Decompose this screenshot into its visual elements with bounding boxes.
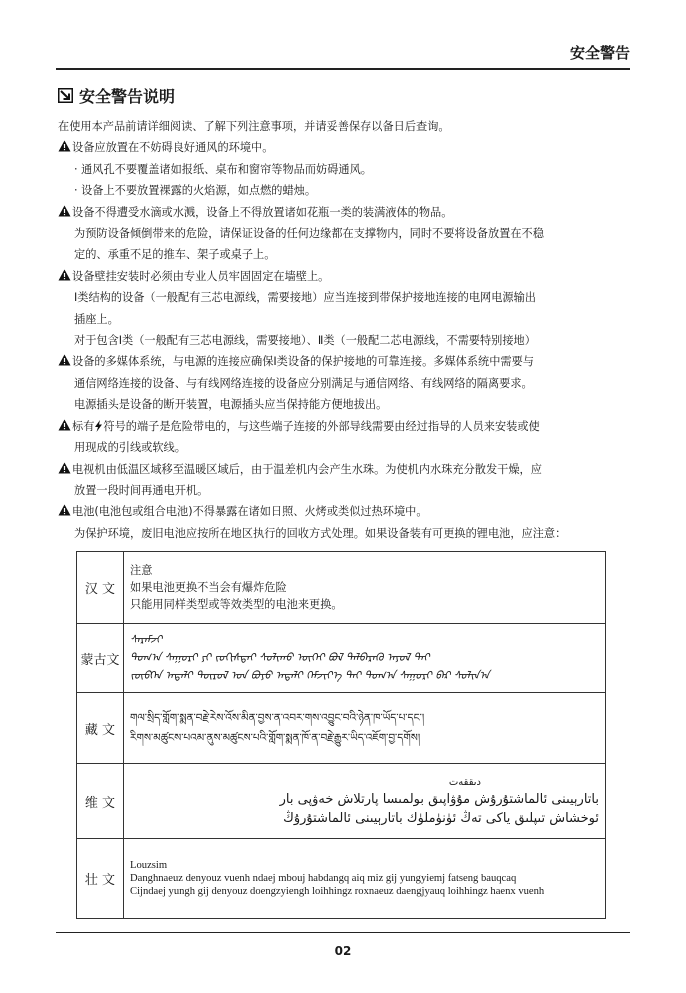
section-title-text: 安全警告说明 [79,87,176,106]
intro-text: 在使用本产品前请详细阅读、了解下列注意事项，并请妥善保存以备日后查询。 [58,120,450,133]
warning-terminals-text: 符号的端子是危险带电的，与这些端子连接的外部导线需要由经过指导的人员来安装或使 [103,419,540,433]
chinese-line-1: 注意 [130,564,153,577]
warning-terminals-pre: 标有 [72,419,95,433]
uyghur-line-2: باتارېيىنى ئالماشتۇرۇش مۇۋاپىق بولمىسا پارتلاش خەۋپى بار [279,791,599,807]
warning-condensation-text: 电视机由低温区域移至温暖区域后，由于温差机内会产生水珠。为使机内水珠充分散发干燥，应 [72,462,542,476]
warning-triangle-icon [58,504,71,516]
battery-recycle-text: 为保护环境，废旧电池应按所在地区执行的回收方式处理。如果设备装有可更换的锂电池，应注意： [74,526,567,540]
terminal-wiring-text: 用现成的引线或软线。 [74,441,186,455]
footer-rule [56,932,630,933]
table-row-tibetan [77,693,606,764]
zhuang-line-3: Cijndaej yungh gij denyouz doengzyiengh loihhingz roxnaeuz daengjyauq loihhingz haenx vuenh [130,886,545,897]
mongolian-line-2: ᠲᠣᠭ᠎ᠠ ᠰᠠᠭᠤᠷᠢ ᠶᠢ ᠵᠣᠬᠢᠰᠲᠠᠢ ᠰᠣᠯᠢᠬᠤ ᠦᠭᠡᠢ ᠪᠣᠯ ᠳᠡᠯᠪᠡᠷᠡᠬᠦ ᠠᠶᠤᠯ ᠲᠠᠢ [130,651,430,664]
mongolian-line-3: ᠵᠥᠪᠬᠡᠨ ᠠᠳᠠᠯᠢ ᠲᠥᠷᠥᠯ ᠤᠨ ᠪᠤᠶᠤ ᠠᠳᠠᠯᠢ ᠬᠡᠮᠵᠢᠶ᠎ᠡ ᠲᠡᠢ ᠲᠣᠭ᠎ᠠ ᠰᠠᠭᠤᠷᠢ ᠪᠠᠷ ᠰᠣᠯᠢᠨ᠎ᠠ [130,669,490,682]
class-two-text: 对于包含Ⅰ类（一般配有三芯电源线，需要接地）、Ⅱ类（一般配二芯电源线，不需要特别接地） [74,334,536,348]
network-isolation-text: 通信网络连接的设备、与有线网络连接的设备应分别满足与通信网络、有线网络的隔离要求。 [74,376,533,390]
warning-battery [58,501,630,522]
tibetan-line-2: རིགས་མཚུངས་པའམ་ནུས་མཚུངས་པའི་གློག་སྨན་ཁོ་ན་བརྗེ་རྒྱུར་ཡིད་འཇོག་བྱ་དགོས། [130,732,421,744]
class-one-text-2: 插座上。 [74,312,119,326]
bullet-vents: · 通风孔不要覆盖诸如报纸、桌布和窗帘等物品而妨碍通风。 [74,162,372,176]
safety-content [58,116,630,544]
table-row-uyghur [77,764,606,839]
warning-condensation [58,459,630,480]
plug-text: 电源插头是设备的断开装置，电源插头应当保持能方便地拔出。 [74,398,388,412]
bullet-flames: · 设备上不要放置裸露的火焰源，如点燃的蜡烛。 [74,184,317,198]
language-label: 藏 文 [77,693,124,764]
warning-liquids [58,202,630,223]
language-label: 汉 文 [77,552,124,624]
class-one-text-1: Ⅰ类结构的设备（一般配有三芯电源线，需要接地）应当连接到带保护接地连接的电网电源输出 [74,291,536,305]
warning-triangle-icon [58,419,71,431]
table-row-zhuang [77,839,606,919]
warning-triangle-icon [58,462,71,474]
page-number: 02 [334,944,352,958]
battery-warning-table [76,551,606,919]
page-header-title: 安全警告 [569,44,630,62]
header-rule [56,68,630,70]
chinese-line-3: 只能用同样类型或等效类型的电池来更换。 [130,598,343,611]
tipping-text-2: 定的、承重不足的推车、架子或桌子上。 [74,248,276,262]
table-row-mongolian [77,624,606,693]
warning-battery-text: 电池(电池包或组合电池)不得暴露在诸如日照、火烤或类似过热环境中。 [72,505,428,519]
warning-ventilation [58,137,630,158]
chinese-line-2: 如果电池更换不当会有爆炸危险 [130,581,287,594]
warning-triangle-icon [58,205,71,217]
warning-wall-mount [58,266,630,287]
uyghur-line-3: ئوخشاش تىپلىق ياكى تەڭ ئۈنۈملۈك باتارېيىنى ئالماشتۇرۇڭ [283,810,599,826]
note-icon [58,88,73,103]
warning-triangle-icon [58,269,71,281]
warning-triangle-icon [58,354,71,366]
language-label: 壮 文 [77,839,124,919]
warning-terminals [58,416,630,437]
warning-cell [124,839,606,919]
language-label: 蒙古文 [77,624,124,693]
tibetan-line-1: གལ་སྲིད་གློག་སྨན་བརྗེ་རེས་འོས་མིན་བྱས་ན་འབར་གས་འབྱུང་བའི་ཉེན་ཁ་ཡོད་པ་དང་། [130,712,425,724]
warning-cell [124,764,606,839]
warning-cell [124,624,606,693]
warning-cell [124,552,606,624]
warning-liquids-text: 设备不得遭受水滴或水溅，设备上不得放置诸如花瓶一类的装满液体的物品。 [72,205,453,219]
warning-triangle-icon [58,140,71,152]
mongolian-line-1: ᠰᠡᠷᠡᠮᠵᠢ [130,633,163,646]
tipping-text-1: 为预防设备倾倒带来的危险，请保证设备的任何边缘都在支撑物内，同时不要将设备放置在不稳 [74,227,544,241]
zhuang-line-1: Louzsim [130,860,168,871]
warning-cell [124,693,606,764]
table-row-chinese [77,552,606,624]
warning-multimedia-text: 设备的多媒体系统，与电源的连接应确保Ⅰ类设备的保护接地的可靠连接。多媒体系统中需要与 [72,355,534,369]
warning-wall-mount-text: 设备壁挂安装时必须由专业人员牢固固定在墙壁上。 [72,269,330,283]
uyghur-line-1: دىققەت [448,776,481,788]
language-label: 维 文 [77,764,124,839]
section-title [58,84,175,107]
zhuang-line-2: Danghnaeuz denyouz vuenh ndaej mbouj habdangq aiq miz gij yungyiemj fatseng bauqcaq [130,873,517,884]
condensation-wait-text: 放置一段时间再通电开机。 [74,483,209,497]
warning-ventilation-text: 设备应放置在不妨碍良好通风的环境中。 [72,141,274,155]
warning-multimedia [58,351,630,372]
